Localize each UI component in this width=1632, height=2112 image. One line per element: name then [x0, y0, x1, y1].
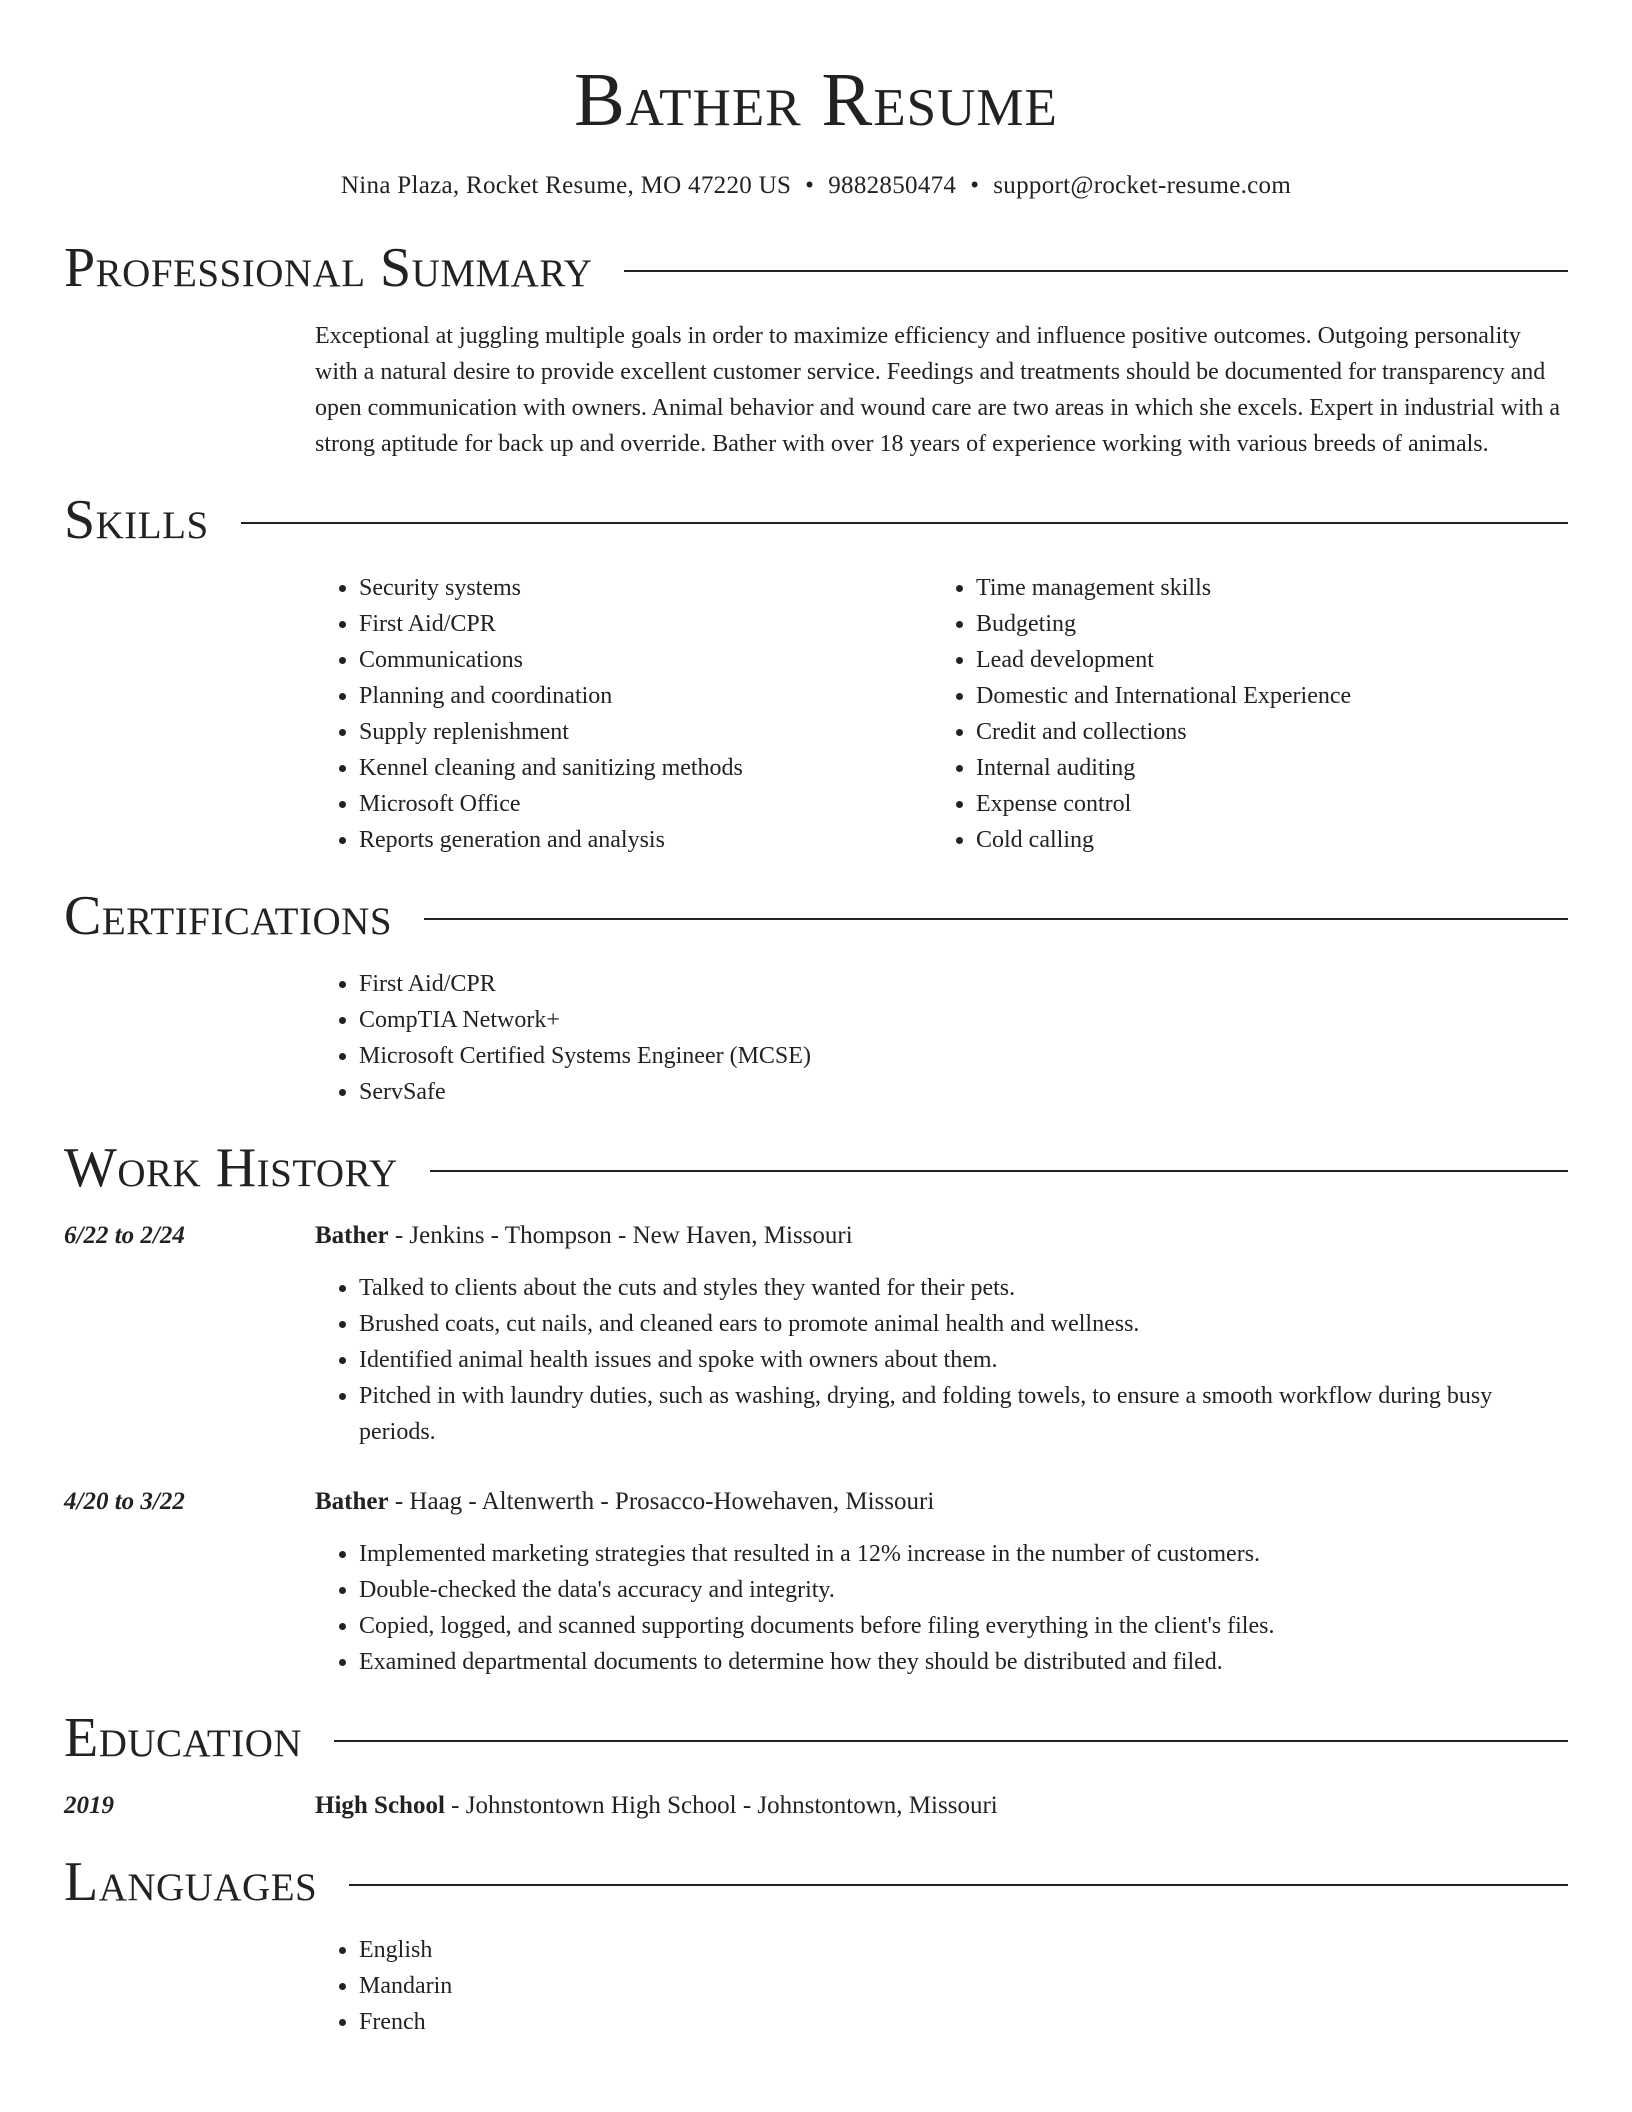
- skill-item: • Reports generation and analysis: [359, 822, 932, 858]
- skills-column-left: [315, 570, 932, 858]
- job-title: Bather: [315, 1222, 389, 1249]
- language-item: • French: [359, 2004, 1568, 2040]
- language-item: • English: [359, 1932, 1568, 1968]
- language-item: • Mandarin: [359, 1968, 1568, 2004]
- contact-line: [64, 172, 1568, 200]
- certifications-list-wrap: [315, 966, 1568, 1110]
- skill-item: • Planning and coordination: [359, 678, 932, 714]
- skills-columns: [315, 570, 1568, 858]
- section-header-education: [64, 1707, 1568, 1769]
- section-title-languages: Languages: [64, 1851, 318, 1913]
- section-header-skills: [64, 489, 1568, 551]
- skill-item: • Cold calling: [976, 822, 1549, 858]
- section-divider: [424, 918, 1568, 920]
- skill-item: • Microsoft Office: [359, 786, 932, 822]
- skill-item: • Supply replenishment: [359, 714, 932, 750]
- skill-item: • Kennel cleaning and sanitizing methods: [359, 750, 932, 786]
- job-bullet: • Implemented marketing strategies that resulted in a 12% increase in the number of customers.: [359, 1536, 1568, 1572]
- section-title-skills: Skills: [64, 489, 209, 551]
- section-title-summary: Professional Summary: [64, 237, 593, 299]
- skill-item: • Security systems: [359, 570, 932, 606]
- education-year: 2019: [64, 1792, 114, 1819]
- summary-text: Exceptional at juggling multiple goals in order to maximize efficiency and influence positive outcomes. Outgoing personality with a natural desire to provide excellent customer service. Feedings and treatments should be documented for transparency and open communication with owners. Animal behavior and wound care are two areas in which she excels. Expert in industrial with a strong aptitude for back up and override. Bather with over 18 years of experience working with various breeds of animals.: [315, 323, 1560, 457]
- job-title-line: [315, 1218, 853, 1254]
- contact-address: Nina Plaza, Rocket Resume, MO 47220 US: [340, 172, 792, 199]
- skill-item: • Credit and collections: [976, 714, 1549, 750]
- job-bullet: • Talked to clients about the cuts and styles they wanted for their pets.: [359, 1270, 1568, 1306]
- skill-item: • Communications: [359, 642, 932, 678]
- certification-item: • CompTIA Network+: [359, 1002, 1568, 1038]
- skill-item: • Budgeting: [976, 606, 1549, 642]
- section-divider: [349, 1884, 1568, 1886]
- job-title-line: [315, 1484, 934, 1520]
- certification-item: • ServSafe: [359, 1074, 1568, 1110]
- job-dates: 6/22 to 2/24: [64, 1222, 185, 1249]
- contact-email: support@rocket-resume.com: [993, 172, 1292, 199]
- skill-item: • Internal auditing: [976, 750, 1549, 786]
- section-title-certifications: Certifications: [64, 885, 393, 947]
- job-bullets: [315, 1270, 1568, 1450]
- section-header-work: [64, 1137, 1568, 1199]
- job-bullet: • Double-checked the data's accuracy and integrity.: [359, 1572, 1568, 1608]
- job-bullets: [315, 1536, 1568, 1680]
- skills-column-right: [932, 570, 1549, 858]
- education-school: - Johnstontown High School - Johnstontown, Missouri: [444, 1792, 998, 1819]
- job-bullet: • Identified animal health issues and spoke with owners about them.: [359, 1342, 1568, 1378]
- section-divider: [430, 1170, 1568, 1172]
- section-divider: [334, 1740, 1568, 1742]
- job-bullet: • Brushed coats, cut nails, and cleaned ears to promote animal health and wellness.: [359, 1306, 1568, 1342]
- certification-item: • Microsoft Certified Systems Engineer (MCSE): [359, 1038, 1568, 1074]
- section-title-work: Work History: [64, 1137, 398, 1199]
- job-title: Bather: [315, 1488, 389, 1515]
- section-header-certifications: [64, 885, 1568, 947]
- job-entry: [64, 1218, 1568, 1254]
- job-bullet: • Examined departmental documents to determine how they should be distributed and filed.: [359, 1644, 1568, 1680]
- skill-item: • First Aid/CPR: [359, 606, 932, 642]
- certification-item: • First Aid/CPR: [359, 966, 1568, 1002]
- resume-title: Bather Resume: [574, 58, 1058, 142]
- section-title-education: Education: [64, 1707, 303, 1769]
- education-line: [315, 1788, 998, 1824]
- skill-item: • Domestic and International Experience: [976, 678, 1549, 714]
- section-header-summary: [64, 237, 1568, 299]
- job-bullet: • Pitched in with laundry duties, such as washing, drying, and folding towels, to ensure a smooth workflow during busy periods.: [359, 1378, 1568, 1450]
- section-divider: [624, 270, 1568, 272]
- languages-list-wrap: [315, 1932, 1568, 2040]
- skill-item: • Time management skills: [976, 570, 1549, 606]
- contact-separator: •: [970, 172, 980, 199]
- job-employer: - Jenkins - Thompson - New Haven, Missouri: [388, 1222, 853, 1249]
- job-bullet: • Copied, logged, and scanned supporting documents before filing everything in the client's files.: [359, 1608, 1568, 1644]
- job-employer: - Haag - Altenwerth - Prosacco-Howehaven, Missouri: [388, 1488, 935, 1515]
- job-dates: 4/20 to 3/22: [64, 1488, 185, 1515]
- education-entry: [64, 1788, 1568, 1824]
- skill-item: • Lead development: [976, 642, 1549, 678]
- education-degree: High School: [315, 1792, 445, 1819]
- contact-phone: 9882850474: [828, 172, 957, 199]
- contact-separator: •: [805, 172, 815, 199]
- section-header-languages: [64, 1851, 1568, 1913]
- job-entry: [64, 1484, 1568, 1520]
- section-divider: [241, 522, 1568, 524]
- skill-item: • Expense control: [976, 786, 1549, 822]
